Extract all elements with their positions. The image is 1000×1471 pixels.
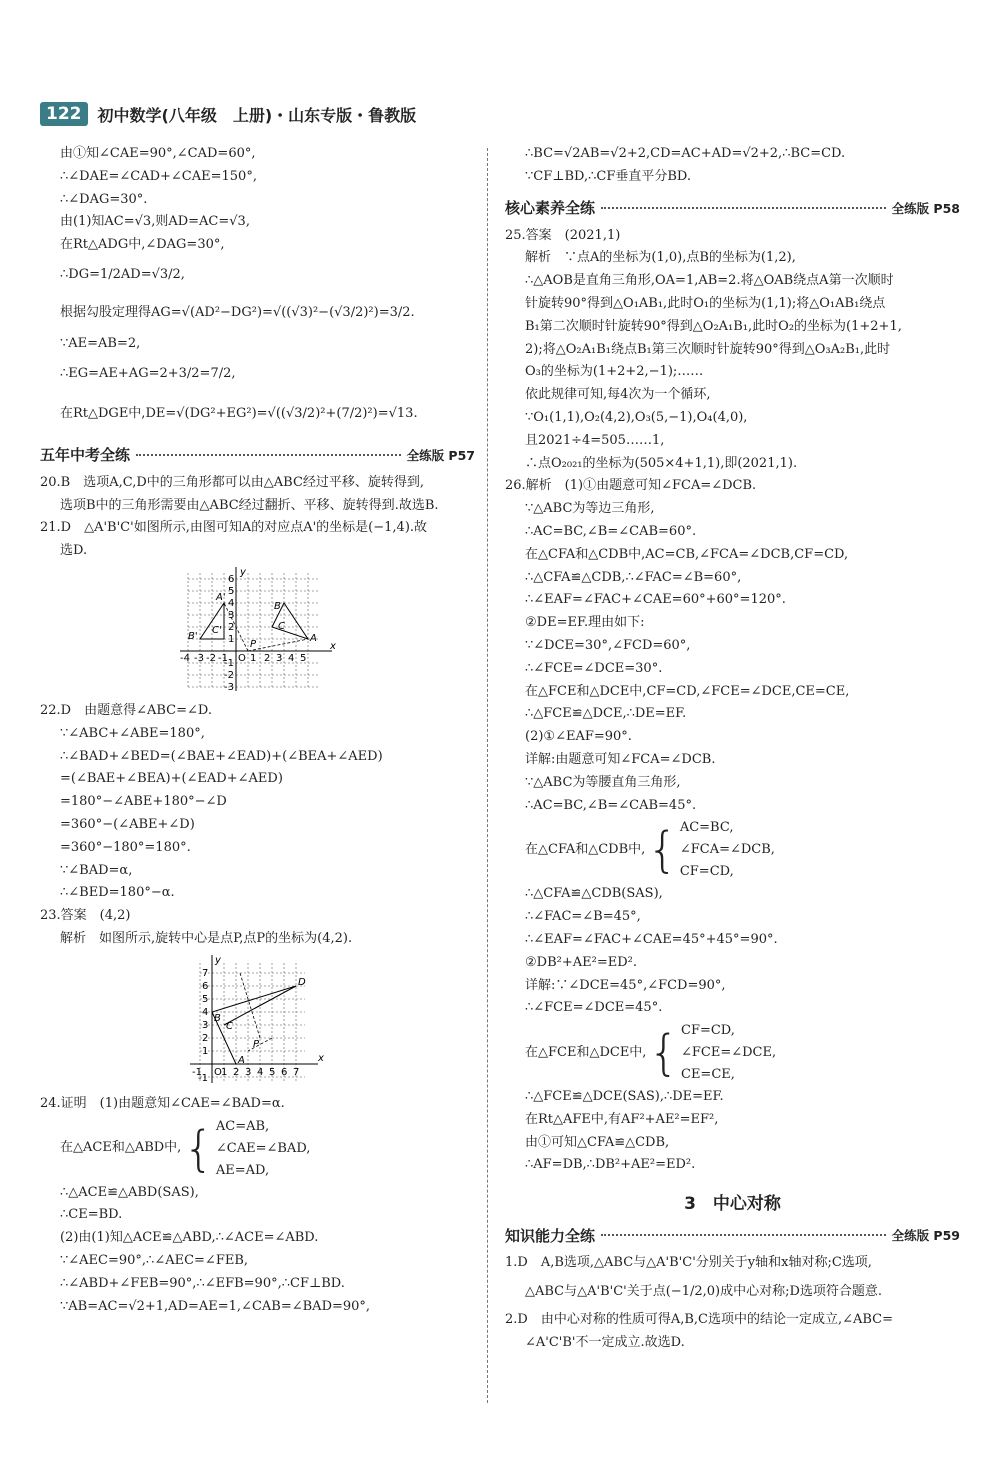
answer-line: ②DB²+AE²=ED².	[525, 954, 637, 970]
answer-line: ∴△FCE≌△DCE,∴DE=EF.	[525, 706, 687, 722]
tick-label: 2	[233, 1066, 240, 1078]
answer-line: ∴∠BED=180°−α.	[60, 885, 175, 901]
answer-line: 24.证明 (1)由题意知∠CAE=∠BAD=α.	[40, 1095, 285, 1111]
tick-label: 4	[228, 597, 235, 609]
answer-line: ∴点O₂₀₂₁的坐标为(505×4+1,1),即(2021,1).	[525, 455, 798, 471]
answer-line: 选项B中的三角形需要由△ABC经过翻折、平移、旋转得到.故选B.	[60, 497, 439, 513]
answer-line: 20.B 选项A,C,D中的三角形都可以由△ABC经过平移、旋转得到,	[40, 474, 425, 490]
dotted-leader	[601, 207, 886, 209]
tick-label: 5	[202, 993, 209, 1005]
congruence-conditions	[505, 817, 960, 883]
answer-line: ∴△AOB是直角三角形,OA=1,AB=2.将△OAB绕点A第一次顺时	[525, 273, 894, 289]
answer-line: ∴△FCE≌△DCE(SAS),∴DE=EF.	[525, 1089, 724, 1105]
congruence-conditions	[40, 1116, 475, 1182]
answer-line: 2.D 由中心对称的性质可得A,B,C选项中的结论一定成立,∠ABC=	[505, 1312, 894, 1328]
text-line: 在Rt△DGE中,DE=√(DG²+EG²)=√((√3/2)²+(7/2)²)=√13.	[60, 405, 418, 421]
tick-label: O	[238, 652, 246, 664]
answer-line: =360°−(∠ABE+∠D)	[60, 816, 195, 832]
tick-label: 1	[250, 652, 257, 664]
dotted-leader	[601, 1234, 886, 1236]
text-line: ∵AE=AB=2,	[60, 335, 141, 351]
answer-line: ∵∠DCE=30°,∠FCD=60°,	[525, 637, 691, 653]
answer-line: 22.D 由题意得∠ABC=∠D.	[40, 702, 212, 718]
tick-label: -2	[224, 669, 234, 681]
tick-label: 6	[202, 980, 209, 992]
answer-line: 选D.	[60, 543, 88, 559]
section-heading	[505, 195, 960, 221]
answer-line: ∴∠FCE=∠DCE=30°.	[525, 660, 663, 676]
tick-label: 2	[228, 621, 235, 633]
tick-label: 3	[228, 609, 235, 621]
answer-line: △ABC与△A'B'C'关于点(−1/2,0)成中心对称;D选项符合题意.	[525, 1284, 883, 1300]
answer-line: 26.解析 (1)①由题意可知∠FCA=∠DCB.	[505, 478, 757, 494]
condition-line: AC=BC,	[679, 820, 734, 836]
answer-line: 1.D A,B选项,△ABC与△A'B'C'分别关于y轴和x轴对称;C选项,	[505, 1255, 872, 1271]
condition-line: ∠FCE=∠DCE,	[681, 1045, 777, 1061]
condition-line: CF=CD,	[679, 864, 734, 880]
condition-line: CF=CD,	[681, 1023, 735, 1039]
text-line: ∴∠DAE=∠CAD+∠CAE=150°,	[60, 168, 257, 184]
answer-line: 且2021÷4=505……1,	[525, 432, 665, 448]
brace-prefix: 在△CFA和△CDB中,	[525, 841, 646, 857]
answer-line: 在△CFA和△CDB中,AC=CB,∠FCA=∠DCB,CF=CD,	[525, 546, 849, 562]
coordinate-figure-2	[190, 955, 475, 1089]
grid-svg	[190, 955, 330, 1085]
brace-prefix: 在△FCE和△DCE中,	[525, 1044, 647, 1060]
point-label: B	[214, 1012, 221, 1024]
answer-line: =(∠BAE+∠BEA)+(∠EAD+∠AED)	[60, 771, 283, 787]
answer-line: ∵△ABC为等腰直角三角形,	[525, 774, 681, 790]
answer-line: 在△FCE和△DCE中,CF=CD,∠FCE=∠DCE,CE=CE,	[525, 683, 850, 699]
answer-line: =360°−180°=180°.	[60, 839, 191, 855]
tick-label: 4	[257, 1066, 264, 1078]
section-heading	[40, 442, 475, 468]
brace-conditions	[681, 1020, 776, 1086]
page-header	[40, 100, 416, 128]
answer-line: (2)①∠EAF=90°.	[525, 729, 632, 745]
answer-line: 针旋转90°得到△O₁AB₁,此时O₁的坐标为(1,1);将△O₁AB₁绕点	[525, 295, 886, 311]
text-line: 在Rt△ADG中,∠DAG=30°,	[60, 237, 225, 253]
text-line: ∴BC=√2AB=√2+2,CD=AC+AD=√2+2,∴BC=CD.	[525, 146, 846, 161]
answer-line: 25.答案 (2021,1)	[505, 227, 621, 243]
tick-label: 6	[228, 573, 235, 585]
condition-line: CE=CE,	[681, 1067, 735, 1083]
tick-label: -1	[218, 652, 228, 664]
answer-line: 在Rt△AFE中,有AF²+AE²=EF²,	[525, 1111, 719, 1127]
column-divider	[487, 148, 488, 1403]
tick-label: 5	[300, 652, 307, 664]
grid-svg	[180, 567, 340, 692]
answer-line: ∴AC=BC,∠B=∠CAB=60°.	[525, 523, 697, 539]
tick-label: 2	[202, 1032, 209, 1044]
text-line: ∴EG=AE+AG=2+3/2=7/2,	[60, 365, 236, 381]
tick-label: -1	[198, 1072, 208, 1084]
answer-line: ∴∠FAC=∠B=45°,	[525, 909, 641, 925]
tick-label: -4	[180, 652, 190, 664]
section-title: 五年中考全练	[40, 446, 131, 465]
point-label: C'	[212, 624, 222, 636]
axis-label: y	[240, 566, 246, 578]
point-label: P	[253, 1038, 260, 1050]
page-number: 122	[40, 102, 88, 126]
axis-label: x	[318, 1052, 324, 1064]
text-line: 由①知∠CAE=90°,∠CAD=60°,	[60, 146, 256, 161]
answer-line: ∴△ACE≌△ABD(SAS),	[60, 1184, 199, 1200]
answer-line: ∴AF=DB,∴DB²+AE²=ED².	[525, 1157, 696, 1173]
answer-line: ②DE=EF.理由如下:	[525, 615, 645, 631]
answer-line: ∵∠AEC=90°,∴∠AEC=∠FEB,	[60, 1252, 249, 1268]
point-label: C	[226, 1020, 233, 1032]
section-ref: 全练版 P57	[406, 447, 475, 463]
point-label: C	[278, 620, 285, 632]
tick-label: 1	[221, 1066, 228, 1078]
tick-label: 3	[245, 1066, 252, 1078]
tick-label: -2	[206, 652, 216, 664]
tick-label: 7	[293, 1066, 300, 1078]
answer-line: 依此规律可知,每4次为一个循环,	[525, 387, 711, 403]
answer-line: ∴CE=BD.	[60, 1207, 123, 1223]
chapter-heading: 3 中心对称	[684, 1194, 781, 1215]
tick-label: 3	[276, 652, 283, 664]
point-label: B'	[188, 630, 198, 642]
point-label: A	[310, 632, 317, 644]
text-line: ∴∠DAG=30°.	[60, 191, 148, 207]
section-title: 知识能力全练	[505, 1226, 596, 1245]
right-column	[505, 143, 960, 1355]
section-ref: 全练版 P58	[891, 200, 960, 216]
tick-label: 5	[228, 585, 235, 597]
left-brace: {	[647, 822, 678, 879]
tick-label: -3	[194, 652, 204, 664]
axis-label: x	[330, 640, 336, 652]
answer-line: ∴∠ABD+∠FEB=90°,∴∠EFB=90°,∴CF⊥BD.	[60, 1275, 345, 1291]
tick-label: 5	[269, 1066, 276, 1078]
answer-line: O₃的坐标为(1+2+2,−1);……	[525, 364, 704, 380]
answer-line: ∠A'C'B'不一定成立.故选D.	[525, 1334, 685, 1350]
section-heading	[505, 1222, 960, 1248]
answer-line: ∴∠BAD+∠BED=(∠BAE+∠EAD)+(∠BEA+∠AED)	[60, 748, 383, 764]
answer-line: ∴∠EAF=∠FAC+∠CAE=45°+45°=90°.	[525, 931, 778, 947]
dotted-leader	[136, 454, 401, 456]
answer-line: 由①可知△CFA≌△CDB,	[525, 1134, 670, 1150]
text-line: 根据勾股定理得AG=√(AD²−DG²)=√((√3)²−(√3/2)²)=3/2.	[60, 304, 415, 320]
tick-label: O	[214, 1066, 222, 1078]
condition-line: AC=AB,	[215, 1118, 270, 1134]
point-label: A	[238, 1054, 245, 1066]
left-brace: {	[648, 1025, 679, 1082]
tick-label: -1	[224, 657, 234, 669]
tick-label: 3	[202, 1019, 209, 1031]
brace-conditions	[680, 817, 775, 883]
coordinate-figure-1	[180, 567, 475, 696]
answer-line: ∵∠BAD=α,	[60, 862, 133, 878]
answer-line: 详解:∵∠DCE=45°,∠FCD=90°,	[525, 977, 726, 993]
answer-line: 2);将△O₂A₁B₁绕点B₁第三次顺时针旋转90°得到△O₃A₂B₁,此时	[525, 341, 891, 357]
tick-label: 1	[202, 1045, 209, 1057]
text-line: ∵CF⊥BD,∴CF垂直平分BD.	[525, 168, 691, 184]
answer-line: (2)由(1)知△ACE≌△ABD,∴∠ACE=∠ABD.	[60, 1230, 319, 1246]
condition-line: ∠FCA=∠DCB,	[679, 842, 775, 858]
text-line: 由(1)知AC=√3,则AD=AC=√3,	[60, 214, 250, 230]
section-ref: 全练版 P59	[891, 1228, 960, 1244]
tick-label: 7	[202, 967, 209, 979]
point-label: B	[274, 600, 281, 612]
tick-label: -3	[224, 681, 234, 692]
tick-label: 4	[288, 652, 295, 664]
answer-line: ∴△CFA≌△CDB,∴∠FAC=∠B=60°,	[525, 569, 742, 585]
answer-line: B₁第二次顺时针旋转90°得到△O₂A₁B₁,此时O₂的坐标为(1+2+1,	[525, 318, 902, 334]
answer-line: ∴AC=BC,∠B=∠CAB=45°.	[525, 797, 697, 813]
tick-label: 1	[228, 633, 235, 645]
condition-line: ∠CAE=∠BAD,	[215, 1140, 311, 1156]
point-label: P	[250, 638, 257, 650]
answer-line: ∴△CFA≌△CDB(SAS),	[525, 886, 663, 902]
tick-label: 6	[281, 1066, 288, 1078]
tick-label: 2	[264, 652, 271, 664]
answer-line: 23.答案 (4,2)	[40, 908, 131, 924]
point-label: D	[298, 976, 306, 988]
brace-prefix: 在△ACE和△ABD中,	[60, 1140, 182, 1156]
answer-line: ∵AB=AC=√2+1,AD=AE=1,∠CAB=∠BAD=90°,	[60, 1298, 371, 1314]
tick-label: -1	[192, 1066, 202, 1078]
congruence-conditions	[505, 1020, 960, 1086]
answer-line: ∴∠FCE=∠DCE=45°.	[525, 1000, 663, 1016]
left-column	[40, 143, 475, 1318]
text-line: ∴DG=1/2AD=√3/2,	[60, 266, 185, 282]
answer-line: ∵∠ABC+∠ABE=180°,	[60, 725, 205, 741]
axis-label: y	[215, 954, 221, 966]
section-title: 核心素养全练	[505, 199, 596, 218]
left-brace: {	[183, 1120, 214, 1177]
answer-line: ∵O₁(1,1),O₂(4,2),O₃(5,−1),O₄(4,0),	[525, 409, 748, 425]
book-title: 初中数学(八年级 上册)・山东专版・鲁教版	[97, 105, 417, 125]
answer-line: 解析 如图所示,旋转中心是点P,点P的坐标为(4,2).	[60, 930, 353, 946]
answer-line: 详解:由题意可知∠FCA=∠DCB.	[525, 751, 716, 767]
answer-line: =180°−∠ABE+180°−∠D	[60, 794, 227, 810]
point-label: A'	[216, 591, 226, 603]
answer-line: ∵△ABC为等边三角形,	[525, 501, 655, 517]
answer-line: ∴∠EAF=∠FAC+∠CAE=60°+60°=120°.	[525, 592, 786, 608]
tick-label: 4	[202, 1006, 209, 1018]
answer-line: 21.D △A'B'C'如图所示,由图可知A的对应点A'的坐标是(−1,4).故	[40, 520, 428, 536]
brace-conditions	[216, 1116, 311, 1182]
answer-line: 解析 ∵点A的坐标为(1,0),点B的坐标为(1,2),	[525, 250, 796, 266]
condition-line: AE=AD,	[215, 1162, 270, 1178]
